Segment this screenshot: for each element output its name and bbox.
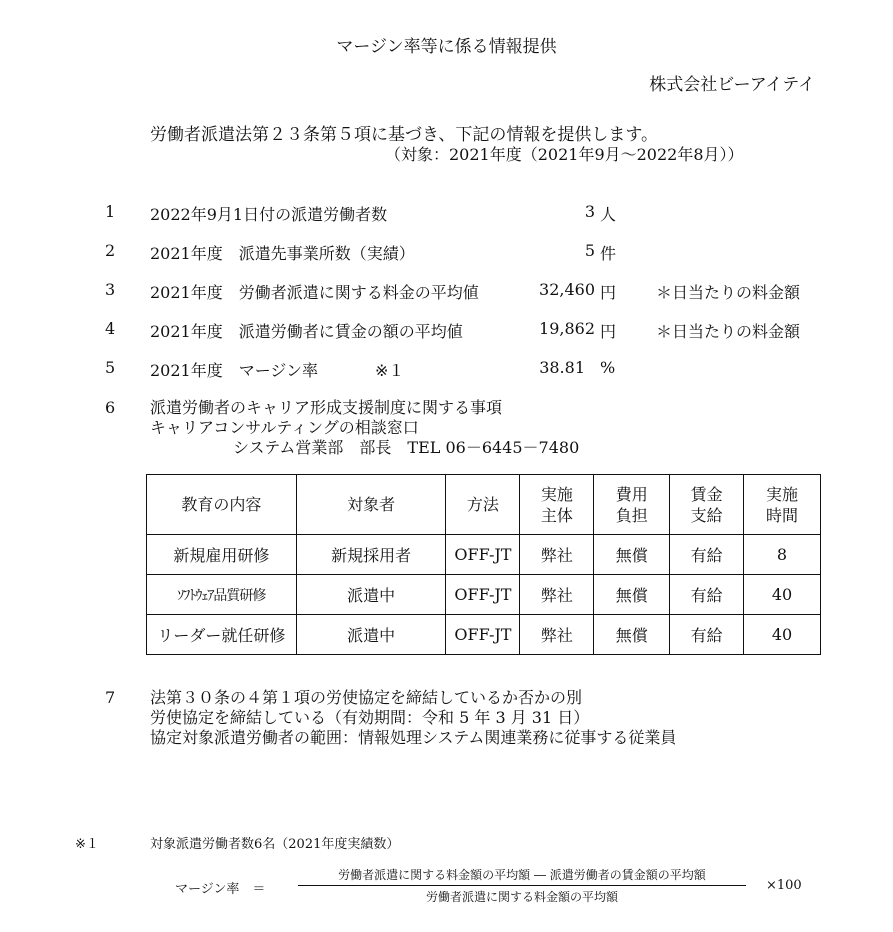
- table-cell: 40: [744, 615, 821, 655]
- footnote-reference: ※１: [375, 361, 405, 380]
- table-cell: ｿﾌﾄｳｪｱ品質研修: [147, 575, 297, 615]
- table-cell: 派遣中: [296, 615, 446, 655]
- table-cell: 8: [744, 535, 821, 575]
- item-number: 3: [105, 280, 116, 299]
- item-value: 38.81: [539, 358, 585, 377]
- table-cell: 弊社: [520, 535, 594, 575]
- section-number: 6: [105, 398, 116, 417]
- item-label: 2022年9月1日付の派遣労働者数: [150, 205, 388, 224]
- period-text: （対象：2021年度（2021年9月～2022年8月））: [385, 145, 744, 164]
- column-header: 費用 負担: [594, 475, 670, 535]
- table-cell: 有給: [670, 535, 744, 575]
- footnote-text: 対象派遣労働者数6名（2021年度実績数）: [150, 837, 400, 852]
- column-header: 実施 時間: [744, 475, 821, 535]
- career-support-heading: 派遣労働者のキャリア形成支援制度に関する事項: [150, 398, 503, 417]
- footnote-mark: ※１: [75, 837, 99, 852]
- table-cell: 40: [744, 575, 821, 615]
- document-title: マージン率等に係る情報提供: [336, 37, 557, 57]
- item-note: ＊日当たりの料金額: [656, 322, 801, 341]
- item-label: 2021年度 派遣労働者に賃金の額の平均値: [150, 322, 463, 341]
- consultation-window: キャリアコンサルティングの相談窓口: [150, 418, 419, 437]
- table-cell: 無償: [594, 615, 670, 655]
- item-unit: 円: [600, 283, 617, 302]
- company-name: 株式会社ビーアイテイ: [649, 75, 815, 95]
- labor-agreement-heading: 法第３０条の４第１項の労使協定を締結しているか否かの別: [150, 688, 583, 707]
- item-number: 2: [105, 241, 116, 260]
- table-cell: OFF-JT: [446, 615, 520, 655]
- item-value: 32,460: [539, 280, 595, 299]
- table-cell: OFF-JT: [446, 575, 520, 615]
- table-cell: 無償: [594, 575, 670, 615]
- column-header: 対象者: [296, 475, 446, 535]
- item-number: 5: [105, 358, 116, 377]
- formula-denominator: 労働者派遣に関する料金額の平均額: [425, 890, 618, 904]
- column-header: 実施 主体: [520, 475, 594, 535]
- table-cell: 無償: [594, 535, 670, 575]
- item-number: 1: [105, 202, 116, 221]
- table-row: [147, 575, 821, 615]
- table-cell: 弊社: [520, 575, 594, 615]
- item-note: ＊日当たりの料金額: [656, 283, 801, 302]
- item-unit: 円: [600, 322, 617, 341]
- column-header: 賃金 支給: [670, 475, 744, 535]
- item-label: 2021年度 派遣先事業所数（実績）: [150, 244, 415, 263]
- column-header: 方法: [446, 475, 520, 535]
- labor-agreement-section: [150, 688, 676, 748]
- item-value: 19,862: [539, 319, 595, 338]
- table-header-row: [147, 475, 821, 535]
- formula-lhs: マージン率 ＝: [175, 882, 266, 897]
- table-cell: 有給: [670, 575, 744, 615]
- item-label: 2021年度 労働者派遣に関する料金の平均値: [150, 283, 479, 302]
- career-support-section: [150, 398, 579, 458]
- table-cell: 弊社: [520, 615, 594, 655]
- formula-numerator: 労働者派遣に関する料金額の平均額 ― 派遣労働者の賃金額の平均額: [298, 866, 746, 886]
- item-unit: 人: [600, 205, 617, 224]
- item-label: 2021年度 マージン率: [150, 361, 318, 380]
- item-value: 5: [584, 241, 595, 260]
- item-number: 4: [105, 319, 116, 338]
- labor-agreement-scope: 協定対象派遣労働者の範囲：情報処理システム関連業務に従事する従業員: [150, 728, 677, 747]
- formula-multiplier: ×100: [766, 878, 802, 893]
- item-unit: 件: [600, 244, 617, 263]
- table-row: [147, 615, 821, 655]
- table-cell: 新規雇用研修: [147, 535, 297, 575]
- table-cell: OFF-JT: [446, 535, 520, 575]
- intro-text: 労働者派遣法第２３条第５項に基づき、下記の情報を提供します。: [150, 125, 658, 145]
- column-header: 教育の内容: [147, 475, 297, 535]
- table-cell: 有給: [670, 615, 744, 655]
- labor-agreement-status: 労使協定を締結している（有効期間：令和 5 年 3 月 31 日）: [150, 708, 590, 727]
- table-cell: 派遣中: [296, 575, 446, 615]
- margin-rate-fraction: [298, 866, 746, 905]
- item-unit: %: [600, 358, 616, 377]
- item-value: 3: [584, 202, 595, 221]
- table-cell: リーダー就任研修: [147, 615, 297, 655]
- contact-info: システム営業部 部長 TEL 06－6445－7480: [233, 438, 580, 457]
- table-cell: 新規採用者: [296, 535, 446, 575]
- section-number: 7: [105, 688, 116, 707]
- table-row: [147, 535, 821, 575]
- education-table: [146, 474, 821, 655]
